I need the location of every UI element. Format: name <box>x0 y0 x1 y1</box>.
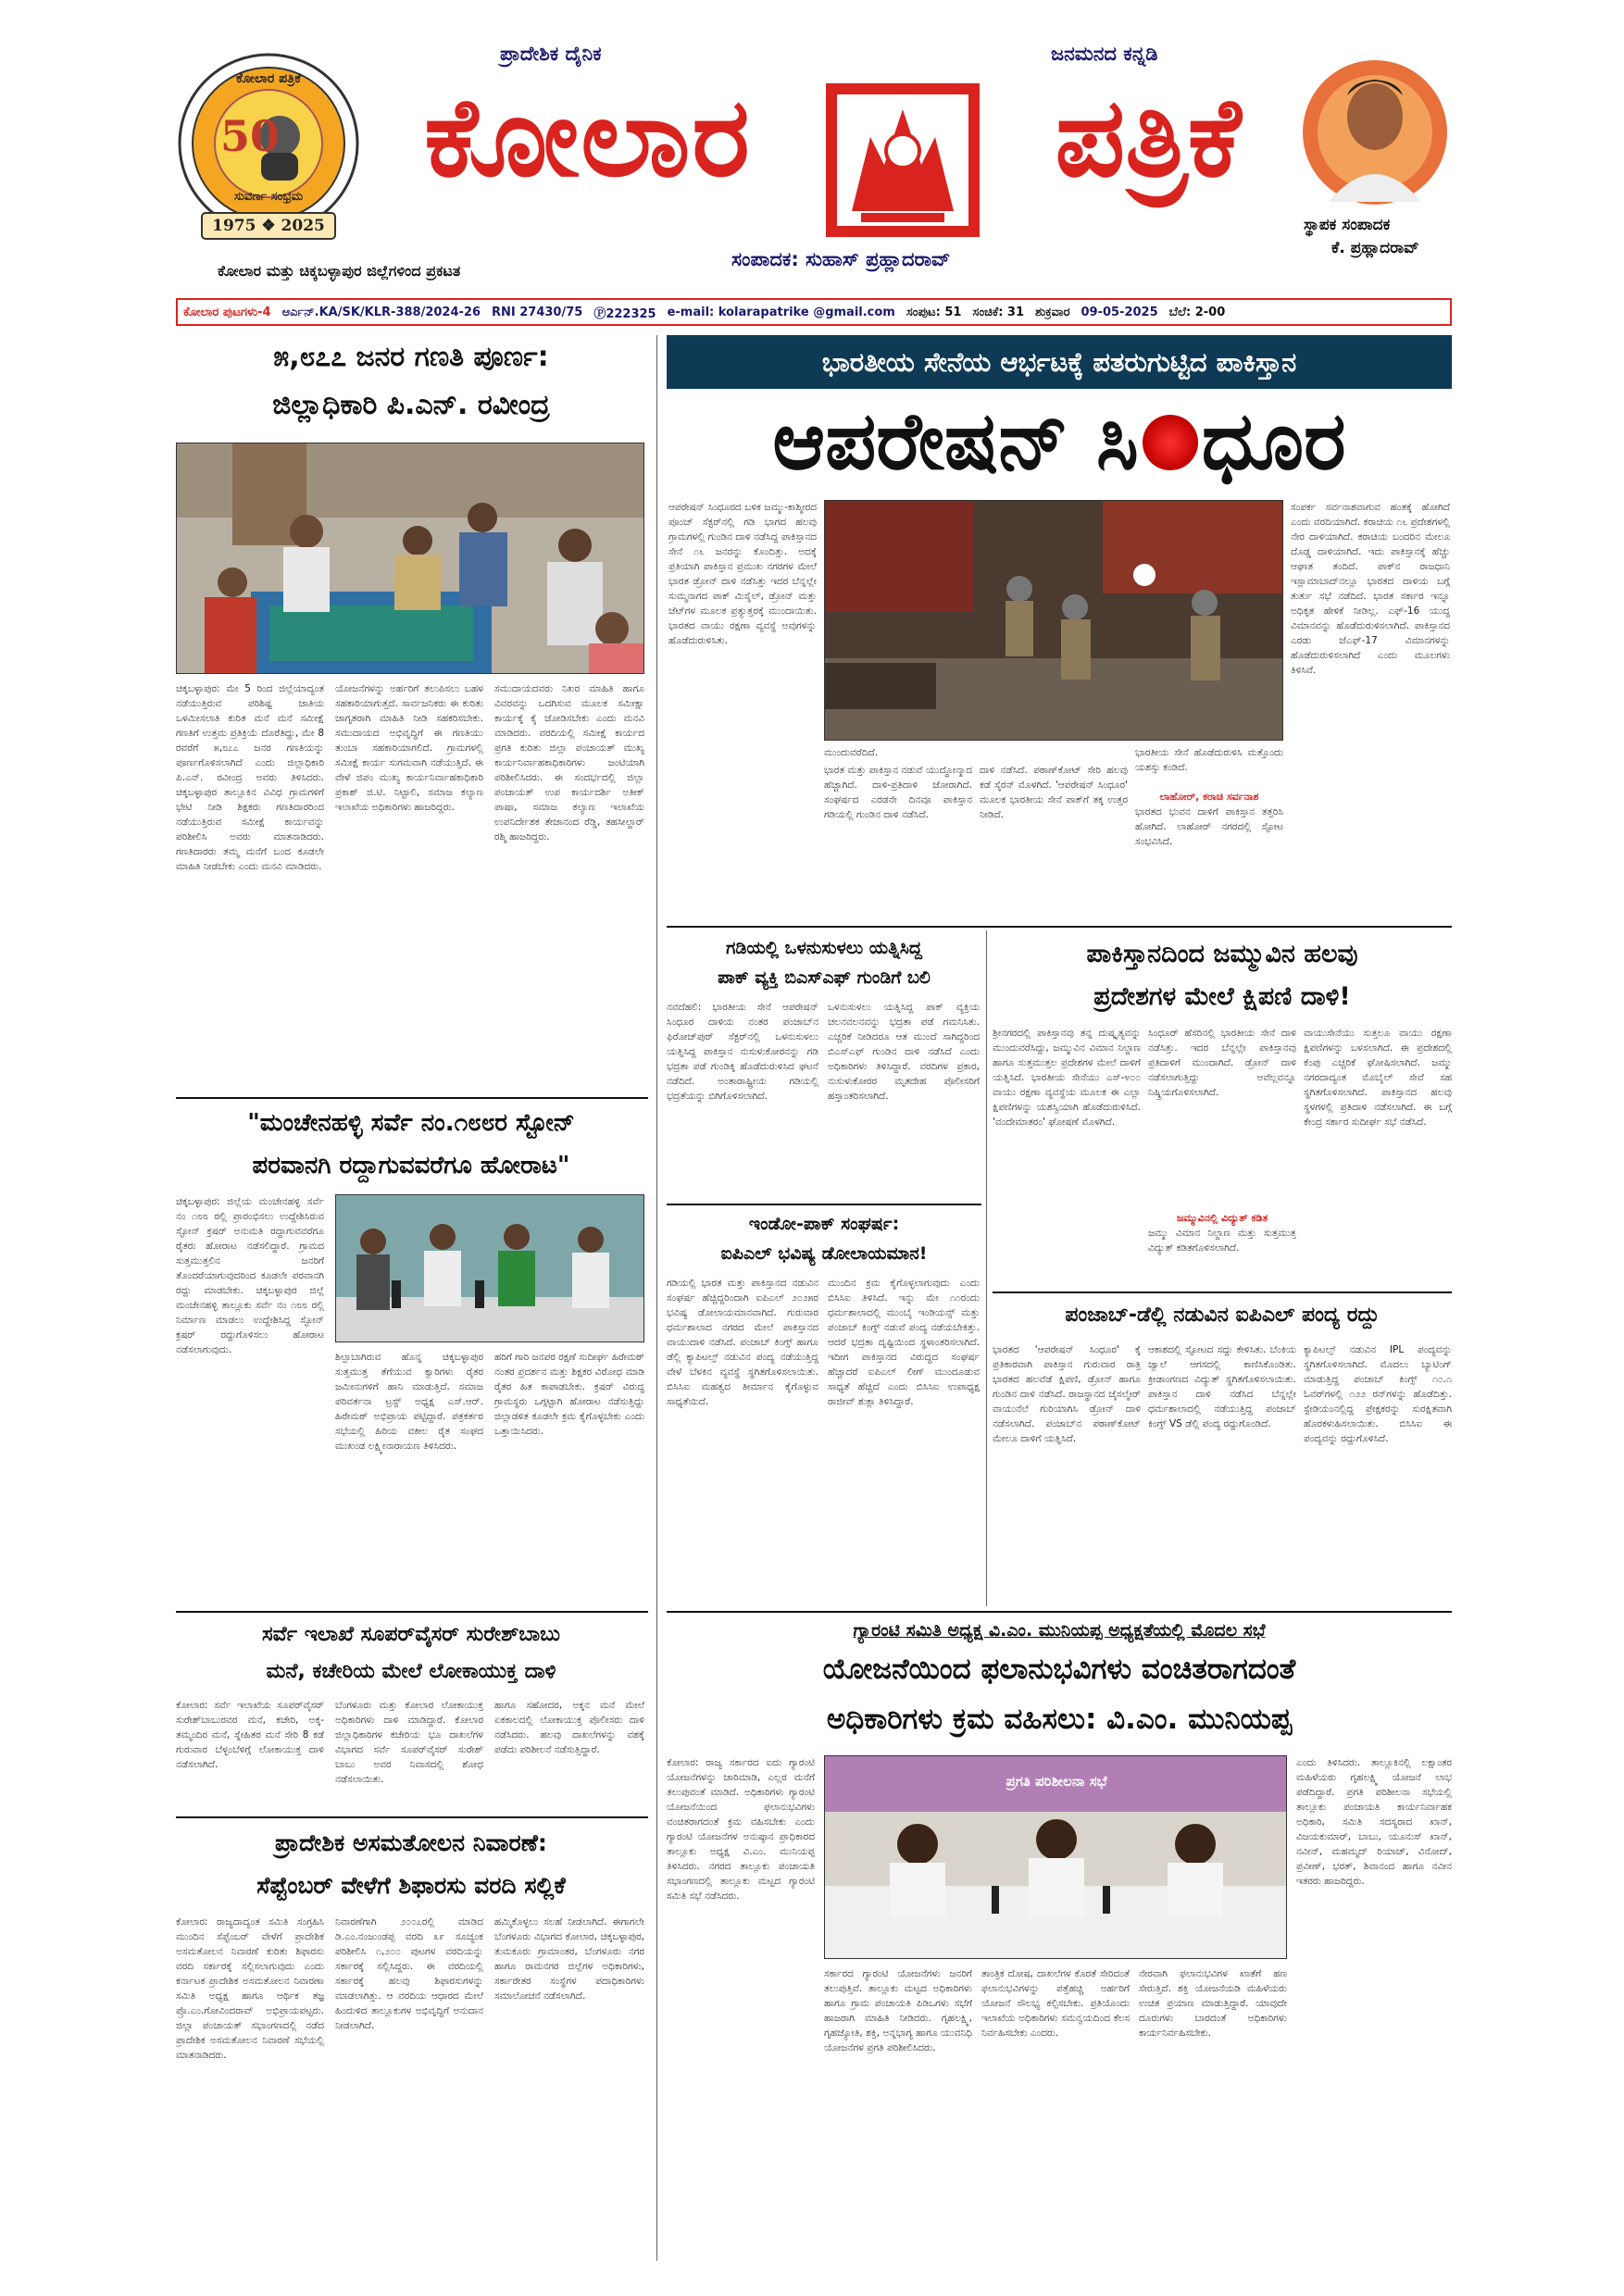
census-photo <box>176 443 644 674</box>
column-2: ಶಿಲ್ಪಾಬಾಗಿರುವ ಹೊನ್ನ ಚಿಕ್ಕಬಳ್ಳಾಪುರ ಸುತ್ತಮುತ್ತ ತೆಗೆಯುವ ಕ್ವಾರಿಗಳು ರೈತರ ಜಮೀನುಗಳಿಗೆ ಹಾನಿ ಮಾಡುತ್ತಿದೆ. ಸಮಾಜ ಪರಿವರ್ತನಾ ಟ್ರಸ್ಟ್ ಅಧ್ಯಕ್ಷ ಎಸ್.ಆರ್. ಹಿರೇಮಠ್ ಅಭಿಪ್ರಾಯ ಪಟ್ಟಿದ್ದಾರೆ. ಪತ್ರಕರ್ತರ ಸಭೆಯಲ್ಲಿ ಹಿರಿಯ ವಕೀಲ ರೈತ ಸಂಘದ ಮುಖಂಡ ಲಕ್ಷ್ಮೀನಾರಾಯಣ ತಿಳಿಸಿದರು. <box>335 1352 483 1452</box>
lead-mid-column-3-text: ಭಾರತೀಯ ಸೇನೆ ಹೊಡೆದುರುಳಿಸಿ ಮತ್ತೊಂದು ಯಶಸ್ಸು ಕಂಡಿದೆ. <box>1135 747 1283 773</box>
headline: ಪಂಜಾಬ್-ಡೆಲ್ಲಿ ನಡುವಿನ ಐಪಿಎಲ್ ಪಂದ್ಯ ರದ್ದು <box>1065 1304 1380 1327</box>
lead-kicker: ಭಾರತೀಯ ಸೇನೆಯ ಆರ್ಭಟಕ್ಕೆ ಪತರುಗುಟ್ಟಿದ ಪಾಕಿಸ್ತಾನ <box>821 345 1297 378</box>
price: ಬೆಲೆ: 2-00 <box>1168 305 1226 319</box>
column-3: ಸಮುದಾಯದವರು ನಿಖರ ಮಾಹಿತಿ ಹಾಗೂ ವಿವರವನ್ನು ಒದಗಿಸುವ ಮೂಲಕ ಸಮೀಕ್ಷಾ ಕಾರ್ಯಕ್ಕೆ ಕೈ ಜೋಡಿಸಬೇಕು ಎಂದು ಮನವಿ ಮಾಡಿದರು. ವರದಿಯಲ್ಲಿ ಸಮೀಕ್ಷೆ ಕಾರ್ಯದ ಪ್ರಗತಿ ಕುರಿತು ಜಿಲ್ಲಾ ಪಂಚಾಯತ್ ಮುಖ್ಯ ಕಾರ್ಯನಿರ್ವಾಹಕಾಧಿಕಾರಿಗಳು ಜಂಟಿಯಾಗಿ ಪರಿಶೀಲಿಸಿದರು. ಈ ಸಂದರ್ಭದಲ್ಲಿ ಜಿಲ್ಲಾ ಪಂಚಾಯತ್ ಉಪ ಕಾರ್ಯದರ್ಶಿ ಅತೀಕ್ ಪಾಷಾ, ಸಮಾಜ ಕಲ್ಯಾಣ ಇಲಾಖೆಯ ಉಪನಿರ್ದೇಶಕ ತೇಜಾನಂದ ರೆಡ್ಡಿ, ತಹಸೀಲ್ದಾರ್ ರಶ್ಮಿ ಹಾಜರಿದ್ದರು. <box>494 683 644 842</box>
newspaper-emblem <box>824 81 981 239</box>
story-bsf-infiltrator <box>667 933 981 1202</box>
column-1: ಭಾರತದ 'ಆಪರೇಷನ್ ಸಿಂಧೂರ' ಕ್ಕೆ ಪ್ರತಿಕಾರವಾಗಿ ಪಾಕಿಸ್ತಾನ ಗುರುವಾರ ರಾತ್ರಿ ಭಾರತದ ಹಲವೆಡೆ ಕ್ಷಿಪಣಿ, ಡ್ರೋನ್ ಹಾಗೂ ಗುಂಡಿನ ದಾಳಿ ನಡೆಸಿದೆ. ರಾಜಸ್ಥಾನದ ಜೈಸಲ್ಮೇರ್ ವಾಯುನೆಲೆ ಗುರಿಯಾಗಿಸಿ ಡ್ರೋನ್ ದಾಳಿ ನಡೆಸಲಾಗಿದೆ. ಪಂಜಾಬ್‌ನ ಪಠಾಣ್‌ಕೋಟ್ ಮೇಲೂ ದಾಳಿಗೆ ಯತ್ನಿಸಿದೆ. <box>993 1344 1141 1444</box>
story-jammu-missile <box>993 933 1452 1294</box>
founder-photo <box>1301 44 1449 211</box>
column-3: ಹಾಗೂ ಸಹೋದರ, ಅಕ್ಕನ ಮನೆ ಮೇಲೆ ಏಕಕಾಲದಲ್ಲಿ ಲೋಕಾಯುಕ್ತ ಪೊಲೀಸರು ದಾಳಿ ನಡೆಸಿದರು. ಹಲವು ದಾಖಲೆಗಳನ್ನು ವಶಕ್ಕೆ ಪಡೆದು ಪರಿಶೀಲನೆ ನಡೆಸುತ್ತಿದ್ದಾರೆ. <box>494 1700 644 1755</box>
banner-text: ಪ್ರಗತಿ ಪರಿಶೀಲನಾ ಸಭೆ <box>1006 1773 1107 1790</box>
weekday: ಶುಕ್ರವಾರ <box>1035 305 1070 319</box>
headline: ಪಾಕಿಸ್ತಾನದಿಂದ ಜಮ್ಮುವಿನ ಹಲವು <box>1086 940 1358 968</box>
column-1: ಕೋಲಾರ: ರಾಜ್ಯದಾದ್ಯಂತ ಸಮಿತಿ ಸಂಗ್ರಹಿಸಿ ಮುಂದಿನ ಸೆಪ್ಟೆಂಬರ್ ವೇಳೆಗೆ ಪ್ರಾದೇಶಿಕ ಅಸಮತೋಲನ ನಿವಾರಣೆ ಕುರಿತು ಶಿಫಾರಸು ವರದಿ ಸರ್ಕಾರಕ್ಕೆ ಸಲ್ಲಿಸಲಾಗುವುದು ಎಂದು ಕರ್ನಾಟಕ ಪ್ರಾದೇಶಿಕ ಅಸಮತೋಲನ ನಿವಾರಣಾ ಸಮಿತಿ ಅಧ್ಯಕ್ಷ ಹಾಗೂ ಆರ್ಥಿಕ ತಜ್ಞ ಪ್ರೊ.ಎಂ.ಗೋವಿಂದರಾವ್ ಅಭಿಪ್ರಾಯಪಟ್ಟರು. ಜಿಲ್ಲಾ ಪಂಚಾಯತ್ ಸಭಾಂಗಣದಲ್ಲಿ ನಡೆದ ಪ್ರಾದೇಶಿಕ ಅಸಮತೋಲನ ನಿವಾರಣೆ ಸಭೆಯಲ್ಲಿ ಮಾತನಾಡಿದರು. <box>176 1916 324 2061</box>
lead-mid-column-2: ದಾಳಿ ನಡೆಸಿದೆ. ಪಠಾಣ್‌ಕೋಟ್ ಸೇರಿ ಹಲವು ಕಡೆ ಸೈರನ್ ಮೊಳಗಿದೆ. 'ಆಪರೇಷನ್ ಸಿಂಧೂರ' ಮೂಲಕ ಭಾರತೀಯ ಸೇನೆ ಪಾಕ್‌ಗೆ ತಕ್ಕ ಉತ್ತರ ನೀಡಿದೆ. <box>980 765 1128 820</box>
column-1: ನವದೆಹಲಿ: ಭಾರತೀಯ ಸೇನೆ ಆಪರೇಷನ್ ಸಿಂಧೂರ ದಾಳಿಯ ನಂತರ ಪಂಜಾಬ್‌ನ ಫಿರೋಜ್‌ಪುರ್ ಸೆಕ್ಟರ್‌ನಲ್ಲಿ ಒಳನುಸುಳಲು ಯತ್ನಿಸಿದ್ದ ಪಾಕಿಸ್ತಾನ ನುಸುಳುಕೋರನನ್ನು ಗಡಿ ಭದ್ರತಾ ಪಡೆ ಗುಂಡಿಕ್ಕಿ ಹೊಡೆದುರುಳಿಸಿದ ಘಟನೆ ನಡೆದಿದೆ. ಅಂತಾರಾಷ್ಟ್ರೀಯ ಗಡಿಯಲ್ಲಿ ಭದ್ರತೆಯನ್ನು ಬಿಗಿಗೊಳಿಸಲಾಗಿದೆ. <box>667 1002 818 1102</box>
editor-name: ಸಂಪಾದಕ: ಸುಹಾಸ್ ಪ್ರಹ್ಲಾದರಾವ್ <box>731 248 951 270</box>
press-meet-photo <box>335 1194 644 1342</box>
column-5: ಎಂದು ತಿಳಿಸಿದರು. ತಾಲ್ಲೂಕಿನಲ್ಲಿ ಲಕ್ಷಾಂತರ ಮಹಿಳೆಯರು ಗೃಹಲಕ್ಷ್ಮಿ ಯೋಜನೆ ಲಾಭ ಪಡೆದಿದ್ದಾರೆ. ಪ್ರಗತಿ ಪರಿಶೀಲನಾ ಸಭೆಯಲ್ಲಿ ತಾಲ್ಲೂಕು ಪಂಚಾಯತಿ ಕಾರ್ಯನಿರ್ವಾಹಕ ಅಧಿಕಾರಿ, ಸಮಿತಿ ಸದಸ್ಯರಾದ ಖಾನ್, ವಿಜಯಕುಮಾರ್, ಬಾಬು, ಯೂನುಸ್ ಖಾನ್, ನವೀನ್, ಮಹಮ್ಮದ್ ರಿಯಾಜ್, ವಿನೋದ್, ಪ್ರವೀಣ್, ಭರತ್, ಶಿವಾನಂದ ಹಾಗೂ ನವೀನ ಇತರರು ಹಾಜರಿದ್ದರು. <box>1296 1757 1452 1887</box>
title-right: ಪತ್ರಿಕೆ <box>1055 73 1242 201</box>
column-separator <box>986 930 987 1606</box>
headline: ಇಂಡೋ-ಪಾಕ್ ಸಂಘರ್ಷ: <box>748 1214 900 1234</box>
column-3: ಕ್ಯಾಪಿಟಲ್ಸ್ ನಡುವಿನ IPL ಪಂದ್ಯವನ್ನು ಸ್ಥಗಿತಗೊಳಿಸಲಾಗಿದೆ. ಮೊದಲು ಬ್ಯಾಟಿಂಗ್ ಮಾಡುತ್ತಿದ್ದ ಪಂಜಾಬ್ ಕಿಂಗ್ಸ್ ೧೦.೧ ಓವರ್‌ಗಳಲ್ಲಿ ೧೨೨ ರನ್‌ಗಳನ್ನು ಹೊಡೆದಿತ್ತು. ಸ್ಟೇಡಿಯಂನಲ್ಲಿದ್ದ ಪ್ರೇಕ್ಷಕರನ್ನು ಸುರಕ್ಷಿತವಾಗಿ ಹೊರಕಳುಹಿಸಲಾಯಿತು. ಬಿಸಿಸಿಐ ಈ ಪಂದ್ಯವನ್ನು ರದ್ದುಗೊಳಿಸಿದೆ. <box>1304 1344 1452 1444</box>
story-lokayukta <box>176 1616 646 1820</box>
divider <box>993 1292 1452 1293</box>
lead-left-column: ಆಪರೇಷನ್ ಸಿಂಧೂರದ ಬಳಿಕ ಜಮ್ಮು-ಕಾಶ್ಮೀರದ ಪೂಂಚ್ ಸೆಕ್ಟರ್‌ನಲ್ಲಿ ಗಡಿ ಭಾಗದ ಹಲವು ಗ್ರಾಮಗಳಲ್ಲಿ ಗುಂಡಿನ ದಾಳಿ ನಡೆಸಿದ್ದ ಪಾಕಿಸ್ತಾನದ ಸೇನೆ ೧೬ ಜನರನ್ನು ಕೊಂದಿತ್ತು. ಅದಕ್ಕೆ ಪ್ರತಿಯಾಗಿ ಪಾಕಿಸ್ತಾನ ಪ್ರಮುಖ ನಗರಗಳ ಮೇಲೆ ಭಾರತ ಡ್ರೋನ್ ದಾಳಿ ನಡೆಸಿತ್ತು ಇದರ ಬೆನ್ನಲ್ಲೇ ಸುಮ್ಮನಾಗದ ಪಾಕ್ ಮಿಸೈಲ್, ಡ್ರೋನ್ ಮತ್ತು ಜೆಟ್‌ಗಳ ಮೂಲಕ ಪ್ರತ್ಯುತ್ತರಕ್ಕೆ ಮುಂದಾಯಿತು. ಭಾರತದ ವಾಯು ರಕ್ಷಣಾ ವ್ಯವಸ್ಥೆ ಅವುಗಳನ್ನು ಹೊಡೆದುರುಳಿಸಿತು. <box>668 502 817 646</box>
logo-number: 50 <box>220 111 281 161</box>
logo-top-text: ಕೋಲಾರ ಪತ್ರಿಕೆ <box>236 71 301 86</box>
title-left: ಕೋಲಾರ <box>424 73 752 201</box>
headline-line2: ಪ್ರದೇಶಗಳ ಮೇಲೆ ಕ್ಷಿಪಣಿ ದಾಳಿ! <box>1093 982 1351 1011</box>
email-address: e-mail: kolarapatrike @gmail.com <box>667 305 895 319</box>
column-3: ಹಮ್ಮಿಕೊಳ್ಳಲು ಸಲಹೆ ನೀಡಲಾಗಿದೆ. ಈಗಾಗಲೇ ಬೆಂಗಳೂರು ವಿಭಾಗದ ಕೋಲಾರ, ಚಿಕ್ಕಬಳ್ಳಾಪುರ, ತುಮಕೂರು ಗ್ರಾಮಾಂತರ, ಬೆಂಗಳೂರು ನಗರ ಹಾಗೂ ರಾಮನಗರ ಜಿಲ್ಲೆಗಳ ಅಧಿಕಾರಿಗಳು, ಸರ್ಕಾರೇತರ ಸಂಸ್ಥೆಗಳ ಪದಾಧಿಕಾರಿಗಳು ಸಮಾಲೋಚನೆ ನಡೆಸಲಾಗಿದೆ. <box>494 1916 644 2002</box>
pages-count: ಕೋಲಾರ ಪುಟಗಳು-4 <box>183 305 271 319</box>
headline: ಗಡಿಯಲ್ಲಿ ಒಳನುಸುಳಲು ಯತ್ನಿಸಿದ್ದ <box>726 938 922 958</box>
registration-number: ಆರ್ಎನ್.KA/SK/KLR-388/2024-26 <box>281 305 481 319</box>
headline: ಪ್ರಾದೇಶಿಕ ಅಸಮತೋಲನ ನಿವಾರಣೆ: <box>275 1829 547 1856</box>
coverage-subtitle: ಕೋಲಾರ ಮತ್ತು ಚಿಕ್ಕಬಳ್ಳಾಪುರ ಜಿಲ್ಲೆಗಳಿಂದ ಪ್ರಕಟತ <box>218 262 461 280</box>
column-1: ಗಡಿಯಲ್ಲಿ ಭಾರತ ಮತ್ತು ಪಾಕಿಸ್ತಾನದ ನಡುವಿನ ಸಂಘರ್ಷ ಹೆಚ್ಚಿದ್ದರಿಂದಾಗಿ ಐಪಿಎಲ್ ೨೦೨೫ರ ಭವಿಷ್ಯ ಡೋಲಾಯಮಾನವಾಗಿದೆ. ಗುರುವಾರ ಧರ್ಮಶಾಲಾದ ನಗರದ ಮೇಲೆ ಪಾಕಿಸ್ತಾನದ ವಾಯುದಾಳಿ ನಡೆಸಿದೆ. ಪಂಜಾಬ್ ಕಿಂಗ್ಸ್ ಹಾಗೂ ಡೆಲ್ಲಿ ಕ್ಯಾಪಿಟಲ್ಸ್ ನಡುವಿನ ಪಂದ್ಯ ನಡೆಯುತ್ತಿದ್ದ ವೇಳೆ ಬೆಳಕಿನ ವ್ಯವಸ್ಥೆ ಸ್ಥಗಿತಗೊಳಿಸಲಾಯಿತು. ಬಿಸಿಸಿಐ ಮಹತ್ವದ ತೀರ್ಮಾನ ಕೈಗೊಳ್ಳುವ ಸಾಧ್ಯತೆಯಿದೆ. <box>667 1278 818 1407</box>
logo-years: 1975 ❖ 2025 <box>212 217 325 235</box>
column-2: ಆಕಾಶದಲ್ಲಿ ಸ್ಫೋಟದ ಸದ್ದು ಕೇಳಿಸಿತು. ಬೆಂಕಿಯ ಜ್ವಾಲೆ ಆಗಸದಲ್ಲಿ ಕಾಣಿಸಿಕೊಂಡಿತು. ಕ್ರೀಡಾಂಗಣದ ವಿದ್ಯುತ್ ಸ್ಥಗಿತಗೊಳಿಸಲಾಯಿತು. ಪಾಕಿಸ್ತಾನ ದಾಳಿ ನಡೆಸಿದ ಬೆನ್ನಲ್ಲೇ ಧರ್ಮಶಾಲಾದಲ್ಲಿ ನಡೆಯುತ್ತಿದ್ದ ಪಂಜಾಬ್ ಕಿಂಗ್ಸ್ VS ಡೆಲ್ಲಿ ಪಂದ್ಯ ರದ್ದುಗೊಂಡಿದೆ. <box>1148 1344 1296 1429</box>
divider <box>667 1611 1452 1613</box>
headline-line2: ಪರವಾನಗಿ ರದ್ದಾಗುವವರೆಗೂ ಹೋರಾಟ" <box>252 1152 570 1179</box>
column-2: ಒಳನುಸುಳಲು ಯತ್ನಿಸಿದ್ದ ಪಾಕ್ ವ್ಯಕ್ತಿಯ ಚಲನವಲನವನ್ನು ಭದ್ರತಾ ಪಡೆ ಗಮನಿಸಿತು. ಎಚ್ಚರಿಕೆ ನೀಡಿದರೂ ಆತ ಮುಂದೆ ಸಾಗಿದ್ದರಿಂದ ಬಿಎಸ್‌ಎಫ್ ಗುಂಡಿನ ದಾಳಿ ನಡೆಸಿದೆ ಎಂದು ಅಧಿಕಾರಿಗಳು ತಿಳಿಸಿದ್ದಾರೆ. ವರದಿಗಳ ಪ್ರಕಾರ, ನುಸುಳುಕೋರರ ಮೃತದೇಹ ಪೊಲೀಸರಿಗೆ ಹಸ್ತಾಂತರಿಸಲಾಗಿದೆ. <box>828 1002 980 1102</box>
column-separator <box>656 335 657 2261</box>
divider <box>667 926 1452 928</box>
column-3: ತಾಂತ್ರಿಕ ದೋಷ, ದಾಖಲೆಗಳ ಕೊರತೆ ಸೇರಿದಂತೆ ಫಲಾನುಭವಿಗಳನ್ನು ಪತ್ತೆಹಚ್ಚಿ ಅರ್ಹರಿಗೆ ಯೋಜನೆ ಸೌಲಭ್ಯ ಕಲ್ಪಿಸಬೇಕು. ಪ್ರತಿಯೊಂದು ಇಲಾಖೆಯ ಅಧಿಕಾರಿಗಳು ಸಮನ್ವಯದಿಂದ ಕೆಲಸ ನಿರ್ವಹಿಸಬೇಕು ಎಂದರು. <box>981 1968 1130 2039</box>
headline-line2: ಪಾಕ್ ವ್ಯಕ್ತಿ ಬಿಎಸ್‌ಎಫ್ ಗುಂಡಿಗೆ ಬಲಿ <box>718 967 931 988</box>
lead-headline-part1: ಆಪರೇಷನ್ ಸಿ <box>772 395 1139 488</box>
column-1: ಚಿಕ್ಕಬಳ್ಳಾಪುರ: ಜಿಲ್ಲೆಯ ಮಂಚೇನಹಳ್ಳಿ ಸರ್ವೆ ನಂ ೧೮೮ ರಲ್ಲಿ ಪ್ರಾರಂಭಿಸಲು ಉದ್ದೇಶಿಸಿರುವ ಸ್ಟೋನ್ ಕ್ರಷರ್ ಅನುಮತಿ ರದ್ದಾಗುವವರೆಗೂ ರೈತರು ಹೋರಾಟ ನಡೆಸಲಿದ್ದಾರೆ. ಗ್ರಾಮದ ಸುತ್ತಮುತ್ತಲಿನ ಜನರಿಗೆ ತೊಂದರೆಯಾಗುವುದರಿಂದ ಕೂಡಲೇ ಪರವಾನಗಿ ರದ್ದು ಮಾಡಬೇಕು. ಚಿಕ್ಕಬಳ್ಳಾಪುರ ಜಿಲ್ಲೆ ಮಂಚೇನಹಳ್ಳಿ ತಾಲ್ಲೂಕು ಸರ್ವೆ ನಂ ೧೮೮ ರಲ್ಲಿ ನಿರ್ಮಾಣ ಮಾಡಲು ಉದ್ದೇಶಿಸಿದ್ದ ಸ್ಟೋನ್ ಕ್ರಷರ್ ರದ್ದುಗೊಳಿಸಲು ಹೋರಾಟ ನಡೆಸಲಾಗುವುದು. <box>176 1196 324 1355</box>
column-1: ಕೋಲಾರ: ಸರ್ವೆ ಇಲಾಖೆಯ ಸೂಪರ್‌ವೈಸರ್ ಸುರೇಶ್‌ಬಾಬುರವರ ಮನೆ, ಕಚೇರಿ, ಅಕ್ಕ-ತಮ್ಮಂದಿರ ಮನೆ, ಸ್ನೇಹಿತರ ಮನೆ ಸೇರಿ 8 ಕಡೆ ಗುರುವಾರ ಬೆಳ್ಳಂಬೆಳಿಗ್ಗೆ ಲೋಕಾಯುಕ್ತ ದಾಳಿ ನಡೆಸಲಾಗಿದೆ. <box>176 1700 324 1770</box>
story-stone-crusher <box>176 1102 646 1620</box>
column-1: ಚಿಕ್ಕಬಳ್ಳಾಪುರ: ಮೇ 5 ರಿಂದ ಜಿಲ್ಲೆಯಾದ್ಯಂತ ನಡೆಯುತ್ತಿರುವ ಪರಿಶಿಷ್ಟ ಜಾತಿಯ ಒಳಮೀಸಲಾತಿ ಕುರಿತ ಮನೆ ಮನೆ ಸಮೀಕ್ಷೆ ಗಣತಿಗೆ ಉತ್ತಮ ಪ್ರತಿಕ್ರಿಯೆ ದೊರೆತಿದ್ದು, ಮೇ 8 ರವರೆಗೆ ೫,೮೭೭ ಜನರ ಗಣತಿಯನ್ನು ಪೂರ್ಣಗೊಳಿಸಲಾಗಿದೆ ಎಂದು ಜಿಲ್ಲಾಧಿಕಾರಿ ಪಿ.ಎನ್. ರವೀಂದ್ರ ಅವರು ತಿಳಿಸಿದರು. ಚಿಕ್ಕಬಳ್ಳಾಪುರ ತಾಲ್ಲೂಕಿನ ವಿವಿಧ ಗ್ರಾಮಗಳಿಗೆ ಭೇಟಿ ನೀಡಿ ಶಿಕ್ಷಕರು ಗಣತಿದಾರರಿಂದ ನಡೆಯುತ್ತಿರುವ ಸಮೀಕ್ಷೆ ಕಾರ್ಯವನ್ನು ಪರಿಶೀಲಿಸಿ ಅವರು ಮಾತನಾಡಿದರು. ಗಣತಿದಾರರು ತಮ್ಮ ಮನೆಗೆ ಬಂದ ಕೂಡಲೇ ಮಾಹಿತಿ ನೀಡಬೇಕು ಎಂದು ಮನವಿ ಮಾಡಿದರು. <box>176 683 324 872</box>
headline-line2: ಜಿಲ್ಲಾಧಿಕಾರಿ ಪಿ.ಎನ್. ರವೀಂದ್ರ <box>272 389 550 421</box>
issue-number: ಸಂಚಿಕೆ: 31 <box>972 305 1025 319</box>
divider <box>176 1097 648 1099</box>
lead-headline <box>667 393 1452 493</box>
story-punjab-delhi-cancelled <box>993 1296 1452 1609</box>
rni-number: RNI 27430/75 <box>491 305 583 319</box>
lead-mid-column-3 <box>1135 745 1283 921</box>
headline: ೫,೮೭೭ ಜನರ ಗಣತಿ ಪೂರ್ಣ: <box>273 341 549 373</box>
divider <box>176 1611 648 1613</box>
headline: ಯೋಜನೆಯಿಂದ ಫಲಾನುಭವಿಗಳು ವಂಚಿತರಾಗದಂತೆ <box>822 1653 1296 1686</box>
headline-line2: ಐಪಿಎಲ್ ಭವಿಷ್ಯ ಡೋಲಾಯಮಾನ! <box>720 1243 928 1264</box>
lead-right-column: ಸಂಪರ್ಕ ಸರ್ವನಾಶವಾಗುವ ಹಂತಕ್ಕೆ ಹೋಗಿದೆ ಎಂದು ವರದಿಯಾಗಿದೆ. ಕರಾಚಿಯ ೧೬ ಪ್ರದೇಶಗಳಲ್ಲಿ ನೇರ ದಾಳಿಯಾಗಿದೆ. ಕರಾಚಿಯ ಬಂದರಿನ ಮೇಲೂ ದೊಡ್ಡ ದಾಳಿಯಾಗಿದೆ. ಇದು ಪಾಕಿಸ್ತಾನಕ್ಕೆ ಹೆಚ್ಚು ಆಘಾತ ತಂದಿದೆ. ಪಾಕ್‌ನ ರಾಜಧಾನಿ ಇಸ್ಲಾಮಾಬಾದ್‌ನಲ್ಲೂ ಭಾರತದ ದಾಳಿಯ ಬಗ್ಗೆ ತುರ್ತು ಸಭೆ ನಡೆದಿದೆ. ಭಾರತ ಸರ್ಕಾರ ಇನ್ನೂ ಅಧಿಕೃತ ಹೇಳಿಕೆ ನೀಡಿಲ್ಲ. ಎಫ್-16 ಯುದ್ಧ ವಿಮಾನವನ್ನು ಹೊಡೆದುರುಳಿಸಲಾಗಿದೆ. ಪಾಕಿಸ್ತಾನದ ಎರಡು ಜೆಎಫ್-17 ವಿಮಾನಗಳನ್ನು ಹೊಡೆದುರುಳಿಸಲಾಗಿದೆ ಎಂದು ಮೂಲಗಳು ತಿಳಿಸಿವೆ. <box>1291 502 1450 676</box>
lead-photo-caption: ಮುಂದುವರೆದಿದೆ. <box>824 747 879 758</box>
column-2: ಯೋಜನೆಗಳನ್ನು ಅರ್ಹರಿಗೆ ತಲುಪಿಸಲು ಬಹಳ ಸಹಕಾರಿಯಾಗುತ್ತದೆ. ಸಾರ್ವಜನಿಕರು ಈ ಕುರಿತು ಜಾಗೃತರಾಗಿ ಮಾಹಿತಿ ನೀಡಿ ಸಹಕರಿಸಬೇಕು. ಸಮುದಾಯದ ಅಭಿವೃದ್ಧಿಗೆ ಈ ಗಣತಿಯು ತುಂಬಾ ಸಹಕಾರಿಯಾಗಲಿದೆ. ಗ್ರಾಮಗಳಲ್ಲಿ ಸಮೀಕ್ಷೆ ಕಾರ್ಯ ಸುಗಮವಾಗಿ ನಡೆಯುತ್ತಿದೆ. ಈ ವೇಳೆ ಜಿಪಂ ಮುಖ್ಯ ಕಾರ್ಯನಿರ್ವಾಹಕಾಧಿಕಾರಿ ಪ್ರಕಾಶ್ ಜಿ.ಟಿ. ನಿಟ್ಟಾಲಿ, ಸಮಾಜ ಕಲ್ಯಾಣ ಇಲಾಖೆಯ ಅಧಿಕಾರಿಗಳು ಹಾಜರಿದ್ದರು. <box>335 683 483 813</box>
story-ipl-future <box>667 1209 981 1607</box>
founder-label: ಸ್ಥಾಪಕ ಸಂಪಾದಕ <box>1304 216 1391 234</box>
headline-line2: ಸೆಪ್ಟೆಂಬರ್ ವೇಳೆಗೆ ಶಿಫಾರಸು ವರದಿ ಸಲ್ಲಿಕೆ <box>256 1872 566 1899</box>
lead-mid-column-1: ಭಾರತ ಮತ್ತು ಪಾಕಿಸ್ತಾನ ನಡುವೆ ಯುದ್ಧೋನ್ಮಾದ ಹೆಚ್ಚಾಗಿದೆ. ದಾಳಿ-ಪ್ರತಿದಾಳಿ ಜೋರಾಗಿದೆ. ಸಂಘರ್ಷದ ಎರಡನೇ ದಿನವೂ ಪಾಕಿಸ್ತಾನ ಗಡಿಯಲ್ಲಿ ಗುಂಡಿನ ದಾಳಿ ನಡೆಸಿದೆ. <box>824 765 972 820</box>
column-2: ಮುಂದಿನ ಕ್ರಮ ಕೈಗೊಳ್ಳಲಾಗುವುದು ಎಂದು ಬಿಸಿಸಿಐ ತಿಳಿಸಿದೆ. ಇನ್ನು ಮೇ ೧೧ರಂದು ಧರ್ಮಶಾಲಾದಲ್ಲಿ ಮುಂಬೈ ಇಂಡಿಯನ್ಸ್ ಮತ್ತು ಪಂಜಾಬ್ ಕಿಂಗ್ಸ್ ನಡುವೆ ಪಂದ್ಯ ನಡೆಯಬೇಕಿತ್ತು. ಆದರೆ ಭದ್ರತಾ ದೃಷ್ಟಿಯಿಂದ ಸ್ಥಳಾಂತರಿಸಲಾಗಿದೆ. ಇದೀಗ ಪಾಕಿಸ್ತಾನದ ವಿರುದ್ಧದ ಸಂಘರ್ಷ ಹೆಚ್ಚಾದರೆ ಐಪಿಎಲ್ ಲೀಗ್ ಮುಂದೂಡುವ ಸಾಧ್ಯತೆ ಹೆಚ್ಚಿದೆ ಎಂದು ಬಿಸಿಸಿಐ ಉಪಾಧ್ಯಕ್ಷ ರಾಜೀವ್ ಶುಕ್ಲಾ ತಿಳಿಸಿದ್ದಾರೆ. <box>828 1278 980 1407</box>
tagline-right: ಜನಮನದ ಕನ್ನಡಿ <box>1051 43 1158 65</box>
lead-mid-column-3-text-b: ಭಾರತದ ಭುವನ ದಾಳಿಗೆ ಪಾಕಿಸ್ತಾನ ತತ್ತರಿಸಿ ಹೋಗಿದೆ. ಲಾಹೋರ್ ನಗರದಲ್ಲಿ ಸ್ಫೋಟ ಸಂಭವಿಸಿದೆ. <box>1135 806 1283 847</box>
masthead <box>0 0 1624 296</box>
column-4: ನೇರವಾಗಿ ಫಲಾನುಭವಿಗಳ ಖಾತೆಗೆ ಹಣ ಸೇರುತ್ತಿದೆ. ಶಕ್ತಿ ಯೋಜನೆಯಡಿ ಮಹಿಳೆಯರು ಉಚಿತ ಪ್ರಯಾಣ ಮಾಡುತ್ತಿದ್ದಾರೆ. ಯಾವುದೇ ದೂರುಗಳು ಬಾರದಂತೆ ಅಧಿಕಾರಿಗಳು ಕಾರ್ಯನಿರ್ವಹಿಸಬೇಕು. <box>1139 1968 1287 2039</box>
column-2: ಬೆಂಗಳೂರು ಮತ್ತು ಕೋಲಾರ ಲೋಕಾಯುಕ್ತ ಅಧಿಕಾರಿಗಳು ದಾಳಿ ಮಾಡಿದ್ದಾರೆ. ಕೋಲಾರ ಜಿಲ್ಲಾಧಿಕಾರಿಗಳ ಕಚೇರಿಯ ಭೂ ದಾಖಲೆಗಳ ವಿಭಾಗದ ಸರ್ವೆ ಸೂಪರ್‌ವೈಸರ್ ಸುರೇಶ್ ಬಾಬು ಅವರ ನಿವಾಸದಲ್ಲಿ ಶೋಧ ನಡೆಸಲಾಯಿತು. <box>335 1700 483 1785</box>
power-cut-subhead: ಜಮ್ಮುವಿನಲ್ಲಿ ವಿದ್ಯುತ್ ಕಡಿತ <box>1176 1212 1268 1224</box>
lead-soldiers-photo <box>824 500 1283 741</box>
lead-headline-part2: ಧೂರ <box>1201 395 1346 488</box>
column-2-text: ಸಿಂಧೂರ್ ಹೆಸರಿನಲ್ಲಿ ಭಾರತೀಯ ಸೇನೆ ದಾಳಿ ನಡೆಸಿತ್ತು. ಇದರ ಬೆನ್ನಲ್ಲೇ ಪಾಕಿಸ್ತಾನವು ಪ್ರತಿದಾಳಿಗೆ ಮುಂದಾಗಿದೆ. ಡ್ರೋನ್ ದಾಳಿ ನಡೆಸಲಾಗುತ್ತಿದ್ದು ಅವೆಲ್ಲವನ್ನೂ ನಿಷ್ಕ್ರಿಯಗೊಳಿಸಲಾಗಿದೆ. <box>1148 1028 1296 1098</box>
headline-line2: ಮನೆ, ಕಚೇರಿಯ ಮೇಲೆ ಲೋಕಾಯುಕ್ತ ದಾಳಿ <box>266 1660 556 1683</box>
lead-kicker-banner <box>667 335 1452 389</box>
info-bar <box>176 298 1452 326</box>
column-2-text-b: ಜಮ್ಮು ವಿಮಾನ ನಿಲ್ದಾಣ ಮತ್ತು ಸುತ್ತಮುತ್ತ ವಿದ್ಯುತ್ ಕಡಿತಗೊಳಿಸಲಾಗಿದೆ. <box>1148 1228 1296 1254</box>
column-2: ನಿವಾರಣೆಗಾಗಿ ೨೦೦೭ರಲ್ಲಿ ಮಾಡಿದ ಡಿ.ಎಂ.ನಂಜುಂಡಪ್ಪ ವರದಿ ೩೯ ಸೂಚ್ಯಂಕ ಪರಿಶೀಲಿಸಿ ೧,೨೦೦ ಪುಟಗಳ ವರದಿಯನ್ನು ಸರ್ಕಾರಕ್ಕೆ ಸಲ್ಲಿಸಿದ್ದರು. ಈ ವರದಿಯಲ್ಲಿ ಸರ್ಕಾರಕ್ಕೆ ಹಲವು ಶಿಫಾರಸುಗಳನ್ನು ಮಾಡಲಾಗಿತ್ತು. ಆ ವರದಿಯ ಆಧಾರದ ಮೇಲೆ ಹಿಂದುಳಿದ ತಾಲ್ಲೂಕುಗಳ ಅಭಿವೃದ್ಧಿಗೆ ಅನುದಾನ ನೀಡಲಾಗಿದೆ. <box>335 1916 483 2031</box>
column-3: ವಾಯುಸೇನೆಯು ಸುತ್ತಲೂ ವಾಯು ರಕ್ಷಣಾ ಕ್ಷಿಪಣಿಗಳನ್ನು ಬಳಸಲಾಗಿದೆ. ಈ ಪ್ರದೇಶದಲ್ಲಿ ಕೆಂಪು ಎಚ್ಚರಿಕೆ ಘೋಷಿಸಲಾಗಿದೆ. ಜಮ್ಮು ನಗರದಾದ್ಯಂತ ಮೊಬೈಲ್ ಸೇವೆ ಸಹ ಸ್ಥಗಿತಗೊಳಿಸಲಾಗಿದೆ. ಪಾಕಿಸ್ತಾನದ ಹಲವು ಸ್ಥಳಗಳಲ್ಲಿ ಪ್ರತಿದಾಳಿ ನಡೆಸಲಾಗಿದೆ. ಈ ಬಗ್ಗೆ ಕೇಂದ್ರ ಸರ್ಕಾರ ಸುದೀರ್ಘ ಸಭೆ ನಡೆಸಿದೆ. <box>1304 1028 1452 1128</box>
column-1: ಶ್ರೀನಗರದಲ್ಲಿ ಪಾಕಿಸ್ತಾನವು ತನ್ನ ದುಷ್ಕೃತ್ಯವನ್ನು ಮುಂದುವರೆಸಿದ್ದು, ಜಮ್ಮುವಿನ ವಿಮಾನ ನಿಲ್ದಾಣ ಹಾಗೂ ಸುತ್ತಮುತ್ತಲ ಪ್ರದೇಶಗಳ ಮೇಲೆ ದಾಳಿಗೆ ಯತ್ನಿಸಿದೆ. ಭಾರತೀಯ ಸೇನೆಯು ಎಸ್-೪೦೦ ವಾಯು ರಕ್ಷಣಾ ವ್ಯವಸ್ಥೆಯ ಮೂಲಕ ಈ ಎಲ್ಲಾ ಕ್ಷಿಪಣಿಗಳನ್ನು ಯಶಸ್ವಿಯಾಗಿ ಹೊಡೆದುರುಳಿಸಿದೆ. 'ವಂದೇಮಾತರಂ' ಘೋಷಣೆ ಮೊಳಗಿದೆ. <box>993 1028 1141 1128</box>
headline-line2: ಅಧಿಕಾರಿಗಳು ಕ್ರಮ ವಹಿಸಲು: ವಿ.ಎಂ. ಮುನಿಯಪ್ಪ <box>826 1703 1293 1736</box>
founder-name: ಕೆ. ಪ್ರಹ್ಲಾದರಾವ್ <box>1331 239 1419 257</box>
tagline-left: ಪ್ರಾದೇಶಿಕ ದೈನಿಕ <box>500 43 602 65</box>
golden-jubilee-logo <box>176 51 361 250</box>
column-1: ಕೋಲಾರ: ರಾಜ್ಯ ಸರ್ಕಾರದ ಐದು ಗ್ಯಾರಂಟಿ ಯೋಜನೆಗಳನ್ನು ಜಾರಿಮಾಡಿ, ಎಲ್ಲರ ಮನೆಗೆ ತಲುಪುವಂತೆ ಮಾಡಿದೆ. ಅಧಿಕಾರಿಗಳು ಗ್ಯಾರಂಟಿ ಯೋಜನೆಯಿಂದ ಫಲಾನುಭವಿಗಳು ವಂಚಿತರಾಗದಂತೆ ಕ್ರಮ ವಹಿಸಬೇಕು ಎಂದು ಗ್ಯಾರಂಟಿ ಯೋಜನೆಗಳ ಅನುಷ್ಠಾನ ಪ್ರಾಧಿಕಾರದ ತಾಲ್ಲೂಕು ಅಧ್ಯಕ್ಷ ವಿ.ಎಂ. ಮುನಿಯಪ್ಪ ತಿಳಿಸಿದರು. ನಗರದ ತಾಲ್ಲೂಕು ಪಂಚಾಯತಿ ಸಭಾಂಗಣದಲ್ಲಿ ತಾಲ್ಲೂಕು ಮಟ್ಟದ ಗ್ಯಾರಂಟಿ ಸಮಿತಿ ಸಭೆ ನಡೆಸಿದರು. <box>667 1757 815 1902</box>
headline: "ಮಂಚೇನಹಳ್ಳಿ ಸರ್ವೆ ನಂ.೧೮೮ರ ಸ್ಟೋನ್ <box>247 1109 575 1137</box>
divider <box>667 1204 981 1205</box>
headline: ಸರ್ವೆ ಇಲಾಖೆ ಸೂಪರ್‌ವೈಸರ್ ಸುರೇಶ್‌ಬಾಬು <box>261 1623 560 1646</box>
phone-number: Ⓟ222325 <box>593 306 656 321</box>
story-regional-imbalance <box>176 1822 646 2266</box>
sindoor-dot-icon <box>1143 415 1198 470</box>
review-meeting-photo <box>824 1755 1287 1959</box>
column-2 <box>1148 1026 1296 1285</box>
lahore-karachi-subhead: ಲಾಹೋರ್, ಕರಾಚಿ ಸರ್ವನಾಶ <box>1159 791 1259 803</box>
kicker: ಗ್ಯಾರಂಟಿ ಸಮಿತಿ ಅಧ್ಯಕ್ಷ ವಿ.ಎಂ. ಮುನಿಯಪ್ಪ ಅಧ್ಯಕ್ಷತೆಯಲ್ಲಿ ಮೊದಲ ಸಭೆ <box>853 1620 1266 1641</box>
logo-bottom-text: ಸುವರ್ಣ ಸಂಭ್ರಮ <box>233 190 304 204</box>
story-guarantee-committee <box>667 1616 1452 2265</box>
story-census <box>176 333 646 1111</box>
volume-number: ಸಂಪುಟ: 51 <box>906 305 962 319</box>
column-3: ಹರಿಗೆ ಗಾರಿ ಜನಪರ ರಕ್ಷಣೆ ಸುದೀರ್ಘ ಹಿರೇಮಠ್ ನಂತರ ಪ್ರದರ್ಶನ ಮತ್ತು ಶಿಕ್ಷಕರ ವಿರೋಧ ಮಾಡಿ ರೈತರ ಹಿತ ಕಾಪಾಡಬೇಕು. ಕ್ರಷರ್ ವಿರುದ್ಧ ಗ್ರಾಮಸ್ಥರು ಒಗ್ಗಟ್ಟಾಗಿ ಹೋರಾಟ ನಡೆಸುತ್ತಿದ್ದು ಜಿಲ್ಲಾಡಳಿತ ಕೂಡಲೇ ಕ್ರಮ ಕೈಗೊಳ್ಳಬೇಕು ಎಂದು ಒತ್ತಾಯಿಸಿದರು. <box>494 1352 644 1437</box>
divider <box>176 1816 648 1818</box>
issue-date: 09-05-2025 <box>1081 305 1158 319</box>
column-2: ಸರ್ಕಾರದ ಗ್ಯಾರಂಟಿ ಯೋಜನೆಗಳು ಜನರಿಗೆ ತಲುಪುತ್ತಿವೆ. ತಾಲ್ಲೂಕು ಮಟ್ಟದ ಅಧಿಕಾರಿಗಳು ಹಾಗೂ ಗ್ರಾಮ ಪಂಚಾಯತಿ ಪಿಡಿಒಗಳು ಸಭೆಗೆ ಹಾಜರಾಗಿ ಮಾಹಿತಿ ನೀಡಿದರು. ಗೃಹಲಕ್ಷ್ಮಿ, ಗೃಹಜ್ಯೋತಿ, ಶಕ್ತಿ, ಅನ್ನಭಾಗ್ಯ ಹಾಗೂ ಯುವನಿಧಿ ಯೋಜನೆಗಳ ಪ್ರಗತಿ ಪರಿಶೀಲಿಸಿದರು. <box>824 1968 972 2053</box>
